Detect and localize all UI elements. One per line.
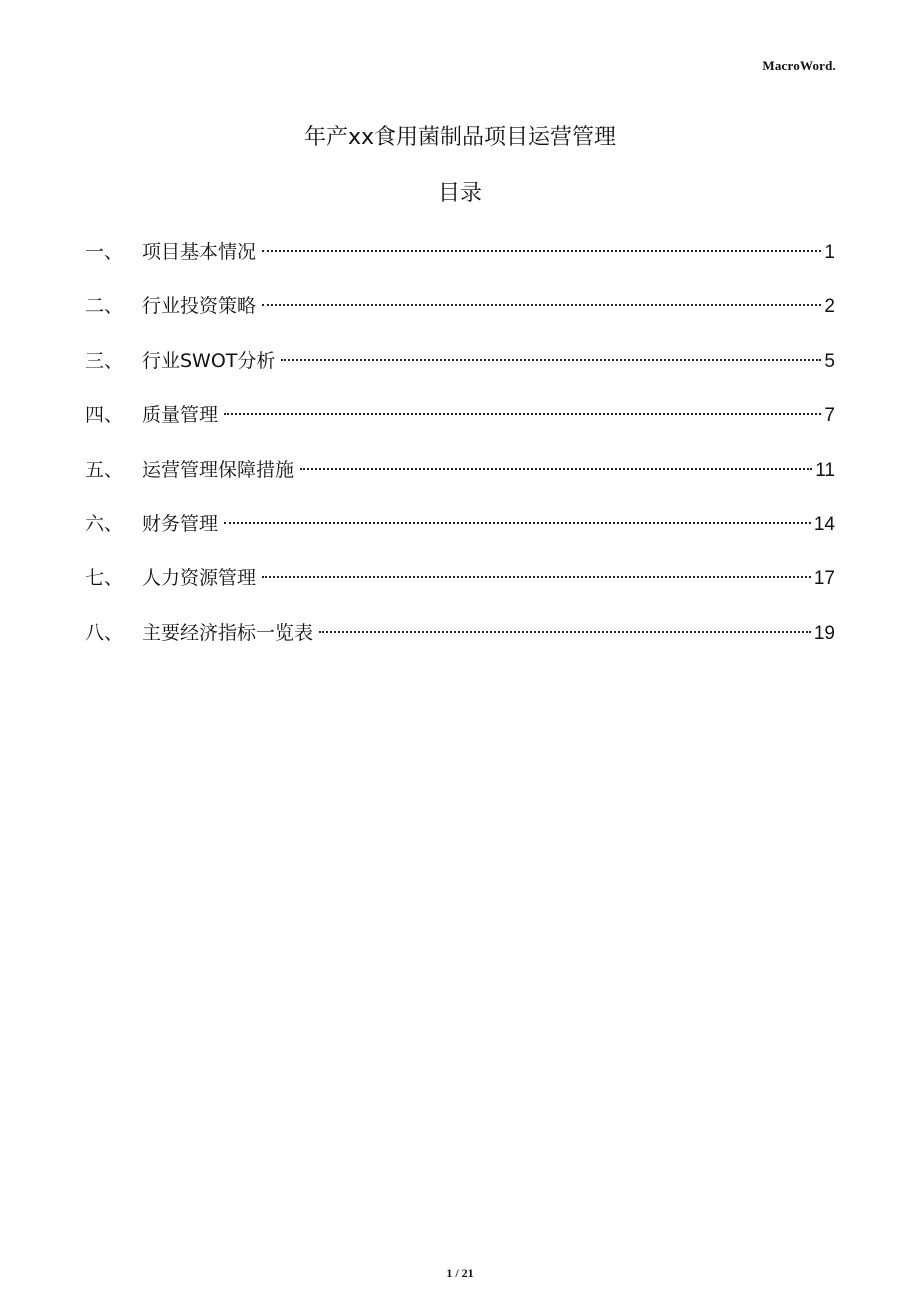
toc-entry-label: 主要经济指标一览表 [142, 621, 314, 644]
table-of-contents [85, 234, 835, 669]
toc-entry[interactable] [85, 288, 835, 342]
toc-dot-leader [319, 631, 811, 633]
toc-entry-label: 项目基本情况 [142, 241, 257, 263]
toc-entry-page: 5 [824, 350, 835, 372]
page-indicator: 1 / 21 [446, 1266, 474, 1280]
toc-entry-page: 17 [813, 568, 835, 590]
toc-entry-number: 六、 [85, 512, 124, 535]
document-title: 年产xx食用菌制品项目运营管理 [303, 125, 617, 150]
toc-dot-leader [262, 304, 821, 306]
toc-entry-page: 14 [813, 513, 835, 535]
toc-entry-label: 财务管理 [142, 512, 219, 535]
toc-entry-number: 四、 [85, 404, 124, 427]
toc-entry-label: 行业SWOT分析 [142, 349, 276, 372]
toc-entry-number: 一、 [85, 241, 124, 263]
toc-dot-leader [262, 576, 811, 578]
toc-entry-label: 质量管理 [142, 404, 219, 427]
toc-entry-label: 运营管理保障措施 [142, 458, 295, 481]
toc-entry[interactable] [85, 560, 835, 614]
toc-entry[interactable] [85, 343, 835, 397]
toc-entry[interactable] [85, 397, 835, 451]
header-brand: MacroWord. [762, 58, 836, 73]
toc-dot-leader [281, 359, 821, 361]
toc-entry[interactable] [85, 234, 835, 288]
toc-dot-leader [224, 522, 811, 524]
toc-entry-page: 7 [824, 405, 835, 427]
toc-entry-number: 五、 [85, 458, 124, 481]
toc-entry-page: 2 [824, 296, 835, 318]
toc-entry[interactable] [85, 615, 835, 669]
toc-entry[interactable] [85, 506, 835, 560]
toc-heading: 目录 [437, 181, 482, 206]
toc-entry-page: 1 [824, 242, 835, 263]
toc-dot-leader [262, 250, 821, 252]
toc-entry-label: 行业投资策略 [142, 295, 257, 318]
toc-entry-page: 19 [813, 622, 835, 644]
toc-entry[interactable] [85, 452, 835, 506]
toc-entry-number: 三、 [85, 349, 124, 372]
toc-entry-number: 八、 [85, 621, 124, 644]
toc-dot-leader [300, 468, 812, 470]
toc-entry-number: 七、 [85, 567, 124, 590]
toc-entry-page: 11 [815, 459, 835, 481]
toc-dot-leader [224, 413, 821, 415]
toc-entry-number: 二、 [85, 295, 124, 318]
toc-entry-label: 人力资源管理 [142, 567, 257, 590]
